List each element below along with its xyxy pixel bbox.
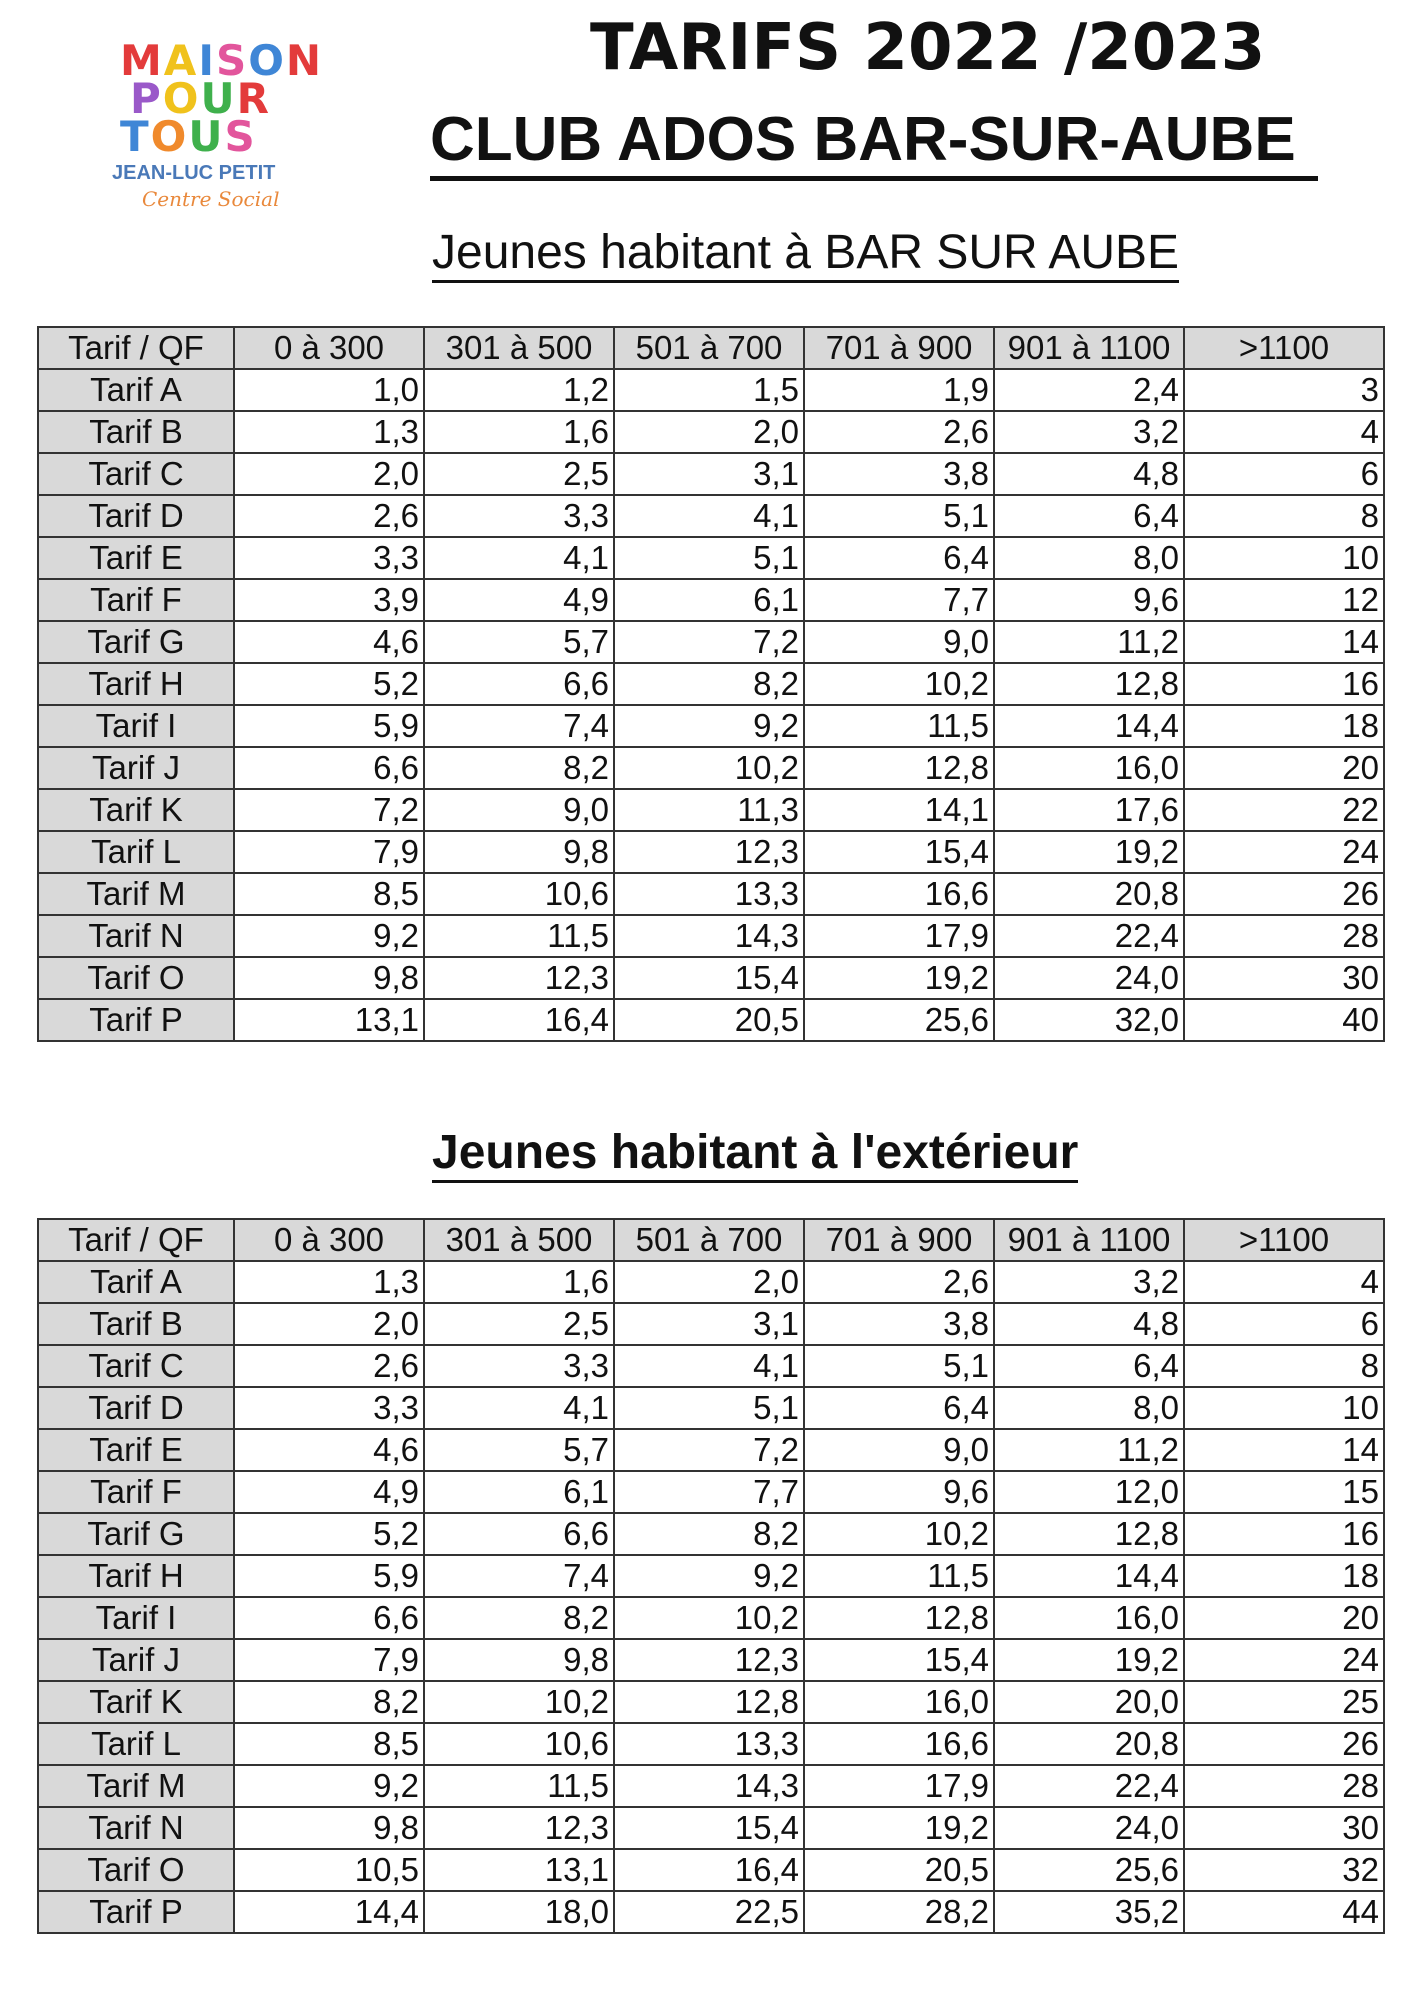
logo-subtitle-centre-social: Centre Social bbox=[142, 187, 280, 211]
tarif-cell: 6,4 bbox=[994, 1345, 1184, 1387]
table-row bbox=[38, 747, 1384, 789]
tarif-cell: 6,1 bbox=[614, 579, 804, 621]
tarif-cell: 4 bbox=[1184, 411, 1384, 453]
table-row bbox=[38, 1345, 1384, 1387]
tarif-cell: 5,1 bbox=[614, 1387, 804, 1429]
tarif-cell: 32 bbox=[1184, 1849, 1384, 1891]
table-row bbox=[38, 1261, 1384, 1303]
logo-subtitle: JEAN-LUC PETIT bbox=[112, 162, 276, 184]
row-label: Tarif A bbox=[38, 1261, 234, 1303]
row-label: Tarif J bbox=[38, 1639, 234, 1681]
tarif-cell: 28 bbox=[1184, 1765, 1384, 1807]
tarif-cell: 2,5 bbox=[424, 1303, 614, 1345]
row-label: Tarif H bbox=[38, 663, 234, 705]
tarif-cell: 10 bbox=[1184, 1387, 1384, 1429]
tarif-cell: 9,2 bbox=[614, 1555, 804, 1597]
column-header: 0 à 300 bbox=[234, 327, 424, 369]
table-row bbox=[38, 1639, 1384, 1681]
tarif-cell: 19,2 bbox=[804, 1807, 994, 1849]
tarif-cell: 10,2 bbox=[804, 1513, 994, 1555]
table-row bbox=[38, 831, 1384, 873]
table-row bbox=[38, 1513, 1384, 1555]
column-header: 301 à 500 bbox=[424, 327, 614, 369]
column-header: 301 à 500 bbox=[424, 1219, 614, 1261]
tarif-cell: 32,0 bbox=[994, 999, 1184, 1041]
tarif-cell: 26 bbox=[1184, 1723, 1384, 1765]
table-row bbox=[38, 1429, 1384, 1471]
tarif-cell: 9,6 bbox=[994, 579, 1184, 621]
tarif-cell: 12 bbox=[1184, 579, 1384, 621]
tarif-cell: 14,3 bbox=[614, 915, 804, 957]
tarif-cell: 7,2 bbox=[614, 621, 804, 663]
tarif-cell: 14 bbox=[1184, 1429, 1384, 1471]
tarif-cell: 25 bbox=[1184, 1681, 1384, 1723]
column-header: 901 à 1100 bbox=[994, 327, 1184, 369]
table-row bbox=[38, 1723, 1384, 1765]
logo-word-tous bbox=[120, 112, 322, 161]
table-row bbox=[38, 1807, 1384, 1849]
tarif-cell: 1,6 bbox=[424, 411, 614, 453]
tarif-cell: 25,6 bbox=[994, 1849, 1184, 1891]
tarif-cell: 11,2 bbox=[994, 1429, 1184, 1471]
tarif-cell: 4,1 bbox=[614, 1345, 804, 1387]
tarif-cell: 20,0 bbox=[994, 1681, 1184, 1723]
column-header: 901 à 1100 bbox=[994, 1219, 1184, 1261]
tarif-cell: 6 bbox=[1184, 453, 1384, 495]
tarif-cell: 7,4 bbox=[424, 1555, 614, 1597]
tarif-cell: 9,2 bbox=[234, 915, 424, 957]
logo-letter: N bbox=[285, 36, 324, 85]
tarif-cell: 20 bbox=[1184, 747, 1384, 789]
table-row bbox=[38, 1555, 1384, 1597]
tarif-cell: 11,5 bbox=[804, 1555, 994, 1597]
tarif-cell: 2,0 bbox=[234, 453, 424, 495]
tarif-cell: 5,2 bbox=[234, 663, 424, 705]
logo-letter: U bbox=[200, 74, 237, 123]
tarif-cell: 12,3 bbox=[614, 831, 804, 873]
tarif-cell: 20,8 bbox=[994, 1723, 1184, 1765]
tarif-cell: 9,8 bbox=[424, 1639, 614, 1681]
tarif-cell: 4,1 bbox=[424, 537, 614, 579]
tarif-cell: 4,8 bbox=[994, 1303, 1184, 1345]
tarif-cell: 14,4 bbox=[994, 705, 1184, 747]
tarif-cell: 13,1 bbox=[234, 999, 424, 1041]
club-title: CLUB ADOS BAR-SUR-AUBE bbox=[430, 104, 1318, 181]
table-header-row bbox=[38, 327, 1384, 369]
column-header: >1100 bbox=[1184, 327, 1384, 369]
tarif-cell: 25,6 bbox=[804, 999, 994, 1041]
tarif-cell: 9,0 bbox=[424, 789, 614, 831]
table-row bbox=[38, 663, 1384, 705]
tarif-cell: 2,6 bbox=[234, 1345, 424, 1387]
tarif-table-exterieur bbox=[37, 1218, 1385, 1934]
tarif-cell: 10,5 bbox=[234, 1849, 424, 1891]
table-row bbox=[38, 957, 1384, 999]
logo-letter: M bbox=[120, 36, 164, 85]
row-label: Tarif K bbox=[38, 789, 234, 831]
tarif-cell: 1,2 bbox=[424, 369, 614, 411]
table-row bbox=[38, 873, 1384, 915]
tarif-cell: 18 bbox=[1184, 1555, 1384, 1597]
tarif-cell: 22,5 bbox=[614, 1891, 804, 1933]
table-row bbox=[38, 1303, 1384, 1345]
row-label: Tarif J bbox=[38, 747, 234, 789]
row-label: Tarif A bbox=[38, 369, 234, 411]
column-header: 701 à 900 bbox=[804, 327, 994, 369]
row-label: Tarif I bbox=[38, 1597, 234, 1639]
tarif-cell: 3 bbox=[1184, 369, 1384, 411]
tarif-cell: 15,4 bbox=[804, 1639, 994, 1681]
tarif-cell: 11,2 bbox=[994, 621, 1184, 663]
tarif-cell: 8,2 bbox=[614, 1513, 804, 1555]
tarif-cell: 8,2 bbox=[424, 1597, 614, 1639]
row-label: Tarif F bbox=[38, 1471, 234, 1513]
table-row bbox=[38, 495, 1384, 537]
table-row bbox=[38, 1849, 1384, 1891]
tarif-cell: 44 bbox=[1184, 1891, 1384, 1933]
tarif-cell: 9,2 bbox=[614, 705, 804, 747]
tarif-cell: 4 bbox=[1184, 1261, 1384, 1303]
tarif-cell: 3,1 bbox=[614, 453, 804, 495]
row-label: Tarif I bbox=[38, 705, 234, 747]
tarif-cell: 9,8 bbox=[234, 1807, 424, 1849]
tarif-cell: 22 bbox=[1184, 789, 1384, 831]
logo-letter: I bbox=[198, 36, 216, 85]
tarif-cell: 14,4 bbox=[234, 1891, 424, 1933]
table-row bbox=[38, 1597, 1384, 1639]
tarif-cell: 18 bbox=[1184, 705, 1384, 747]
tarif-cell: 6,4 bbox=[994, 495, 1184, 537]
column-header: 0 à 300 bbox=[234, 1219, 424, 1261]
tarif-cell: 3,2 bbox=[994, 1261, 1184, 1303]
row-label: Tarif E bbox=[38, 537, 234, 579]
logo-letter: U bbox=[188, 112, 225, 161]
column-header: >1100 bbox=[1184, 1219, 1384, 1261]
row-label: Tarif G bbox=[38, 621, 234, 663]
table-row bbox=[38, 1681, 1384, 1723]
tarif-cell: 10,2 bbox=[424, 1681, 614, 1723]
logo-letter: S bbox=[215, 36, 249, 85]
tarif-cell: 1,5 bbox=[614, 369, 804, 411]
row-label: Tarif D bbox=[38, 495, 234, 537]
row-label: Tarif E bbox=[38, 1429, 234, 1471]
row-label: Tarif O bbox=[38, 1849, 234, 1891]
tarif-cell: 22,4 bbox=[994, 915, 1184, 957]
table-row bbox=[38, 369, 1384, 411]
tarif-cell: 17,6 bbox=[994, 789, 1184, 831]
logo-letter: O bbox=[150, 112, 189, 161]
column-header: 501 à 700 bbox=[614, 1219, 804, 1261]
tarif-cell: 6,6 bbox=[424, 663, 614, 705]
tarif-cell: 4,1 bbox=[424, 1387, 614, 1429]
tarif-cell: 4,9 bbox=[424, 579, 614, 621]
logo-letter: O bbox=[162, 74, 201, 123]
logo-letter: P bbox=[130, 74, 163, 123]
table-row bbox=[38, 579, 1384, 621]
tarif-cell: 14,3 bbox=[614, 1765, 804, 1807]
row-label: Tarif B bbox=[38, 1303, 234, 1345]
tarif-cell: 10 bbox=[1184, 537, 1384, 579]
tarif-cell: 18,0 bbox=[424, 1891, 614, 1933]
tarif-cell: 5,7 bbox=[424, 1429, 614, 1471]
tarif-cell: 10,6 bbox=[424, 873, 614, 915]
tarif-cell: 2,0 bbox=[614, 411, 804, 453]
tarif-cell: 15 bbox=[1184, 1471, 1384, 1513]
tarif-cell: 3,3 bbox=[234, 1387, 424, 1429]
tarif-cell: 16,6 bbox=[804, 1723, 994, 1765]
tarif-cell: 13,3 bbox=[614, 1723, 804, 1765]
tarif-cell: 16,0 bbox=[994, 1597, 1184, 1639]
tarif-cell: 8,5 bbox=[234, 1723, 424, 1765]
tarif-cell: 16,4 bbox=[424, 999, 614, 1041]
column-header: Tarif / QF bbox=[38, 1219, 234, 1261]
row-label: Tarif F bbox=[38, 579, 234, 621]
table-row bbox=[38, 705, 1384, 747]
tarif-cell: 11,5 bbox=[424, 915, 614, 957]
logo-letter: S bbox=[224, 112, 257, 161]
tarif-cell: 16,0 bbox=[994, 747, 1184, 789]
tarif-cell: 16 bbox=[1184, 1513, 1384, 1555]
tarif-cell: 3,1 bbox=[614, 1303, 804, 1345]
logo-letter: R bbox=[236, 74, 271, 123]
tarif-cell: 7,9 bbox=[234, 1639, 424, 1681]
tarif-cell: 2,0 bbox=[614, 1261, 804, 1303]
tarif-cell: 1,3 bbox=[234, 411, 424, 453]
tarif-cell: 30 bbox=[1184, 1807, 1384, 1849]
tarif-cell: 15,4 bbox=[614, 957, 804, 999]
tarif-cell: 1,9 bbox=[804, 369, 994, 411]
row-label: Tarif C bbox=[38, 1345, 234, 1387]
tarif-cell: 3,9 bbox=[234, 579, 424, 621]
tarif-cell: 35,2 bbox=[994, 1891, 1184, 1933]
tarif-cell: 13,3 bbox=[614, 873, 804, 915]
tarif-cell: 5,1 bbox=[804, 1345, 994, 1387]
tarif-cell: 12,8 bbox=[804, 1597, 994, 1639]
tarif-cell: 4,9 bbox=[234, 1471, 424, 1513]
table-row bbox=[38, 1387, 1384, 1429]
table-row bbox=[38, 915, 1384, 957]
tarif-cell: 10,2 bbox=[804, 663, 994, 705]
tarif-cell: 2,0 bbox=[234, 1303, 424, 1345]
tarif-cell: 10,6 bbox=[424, 1723, 614, 1765]
tarif-cell: 28,2 bbox=[804, 1891, 994, 1933]
tarif-cell: 12,3 bbox=[424, 1807, 614, 1849]
logo-letter: A bbox=[163, 36, 199, 85]
tarif-cell: 19,2 bbox=[994, 831, 1184, 873]
row-label: Tarif B bbox=[38, 411, 234, 453]
column-header: 501 à 700 bbox=[614, 327, 804, 369]
tarif-cell: 3,3 bbox=[424, 1345, 614, 1387]
tarif-cell: 7,2 bbox=[614, 1429, 804, 1471]
column-header: 701 à 900 bbox=[804, 1219, 994, 1261]
tarif-cell: 9,6 bbox=[804, 1471, 994, 1513]
logo-letter: O bbox=[248, 36, 286, 85]
tarif-cell: 17,9 bbox=[804, 1765, 994, 1807]
tarif-cell: 3,2 bbox=[994, 411, 1184, 453]
tarif-cell: 9,0 bbox=[804, 621, 994, 663]
tarif-cell: 30 bbox=[1184, 957, 1384, 999]
tarif-cell: 6 bbox=[1184, 1303, 1384, 1345]
row-label: Tarif G bbox=[38, 1513, 234, 1555]
tarif-cell: 8,5 bbox=[234, 873, 424, 915]
tarif-cell: 20,5 bbox=[614, 999, 804, 1041]
tarif-cell: 9,0 bbox=[804, 1429, 994, 1471]
tarif-cell: 6,4 bbox=[804, 537, 994, 579]
table-row bbox=[38, 999, 1384, 1041]
tarif-cell: 19,2 bbox=[804, 957, 994, 999]
tarif-cell: 12,0 bbox=[994, 1471, 1184, 1513]
tarif-cell: 16,0 bbox=[804, 1681, 994, 1723]
tarif-cell: 2,4 bbox=[994, 369, 1184, 411]
logo-maison-pour-tous bbox=[112, 36, 324, 230]
logo-letter: T bbox=[120, 112, 151, 161]
tarif-cell: 8,2 bbox=[234, 1681, 424, 1723]
tarif-cell: 15,4 bbox=[614, 1807, 804, 1849]
table-header-row bbox=[38, 1219, 1384, 1261]
tarif-cell: 4,6 bbox=[234, 1429, 424, 1471]
tarif-cell: 9,2 bbox=[234, 1765, 424, 1807]
tarif-cell: 14,4 bbox=[994, 1555, 1184, 1597]
tarif-cell: 4,8 bbox=[994, 453, 1184, 495]
table-row bbox=[38, 1765, 1384, 1807]
tarif-cell: 16 bbox=[1184, 663, 1384, 705]
row-label: Tarif O bbox=[38, 957, 234, 999]
column-header: Tarif / QF bbox=[38, 327, 234, 369]
tarif-cell: 8,2 bbox=[424, 747, 614, 789]
tarif-cell: 2,5 bbox=[424, 453, 614, 495]
tarif-cell: 5,1 bbox=[804, 495, 994, 537]
row-label: Tarif C bbox=[38, 453, 234, 495]
tarif-cell: 11,5 bbox=[804, 705, 994, 747]
tarif-cell: 2,6 bbox=[804, 411, 994, 453]
section-heading-exterieur: Jeunes habitant à l'extérieur bbox=[432, 1126, 1078, 1183]
tarif-cell: 20,8 bbox=[994, 873, 1184, 915]
table-row bbox=[38, 621, 1384, 663]
tarif-cell: 8,0 bbox=[994, 1387, 1184, 1429]
tarif-cell: 7,4 bbox=[424, 705, 614, 747]
tarif-cell: 12,8 bbox=[994, 663, 1184, 705]
tarif-cell: 7,9 bbox=[234, 831, 424, 873]
tarif-cell: 7,2 bbox=[234, 789, 424, 831]
tarif-cell: 4,1 bbox=[614, 495, 804, 537]
tarif-cell: 3,3 bbox=[424, 495, 614, 537]
tarif-cell: 40 bbox=[1184, 999, 1384, 1041]
tarif-cell: 1,0 bbox=[234, 369, 424, 411]
tarif-cell: 5,1 bbox=[614, 537, 804, 579]
tarif-cell: 4,6 bbox=[234, 621, 424, 663]
tarif-cell: 7,7 bbox=[614, 1471, 804, 1513]
tarif-cell: 7,7 bbox=[804, 579, 994, 621]
tarif-cell: 28 bbox=[1184, 915, 1384, 957]
page-title: TARIFS 2022 /2023 bbox=[590, 11, 1266, 85]
tarif-cell: 8,2 bbox=[614, 663, 804, 705]
row-label: Tarif H bbox=[38, 1555, 234, 1597]
section-heading-bar-sur-aube: Jeunes habitant à BAR SUR AUBE bbox=[432, 226, 1179, 283]
row-label: Tarif P bbox=[38, 1891, 234, 1933]
tarif-cell: 8 bbox=[1184, 1345, 1384, 1387]
row-label: Tarif M bbox=[38, 873, 234, 915]
tarif-cell: 3,3 bbox=[234, 537, 424, 579]
tarif-cell: 10,2 bbox=[614, 747, 804, 789]
tarif-cell: 24,0 bbox=[994, 1807, 1184, 1849]
table-row bbox=[38, 411, 1384, 453]
tarif-cell: 2,6 bbox=[804, 1261, 994, 1303]
table-row bbox=[38, 537, 1384, 579]
tarif-cell: 5,2 bbox=[234, 1513, 424, 1555]
row-label: Tarif M bbox=[38, 1765, 234, 1807]
table-row bbox=[38, 789, 1384, 831]
tarif-cell: 8,0 bbox=[994, 537, 1184, 579]
tarif-cell: 16,4 bbox=[614, 1849, 804, 1891]
tarif-table-bar-sur-aube bbox=[37, 326, 1385, 1042]
tarif-cell: 5,7 bbox=[424, 621, 614, 663]
tarif-cell: 9,8 bbox=[424, 831, 614, 873]
tarif-cell: 12,8 bbox=[614, 1681, 804, 1723]
tarif-cell: 6,6 bbox=[234, 747, 424, 789]
tarif-cell: 24 bbox=[1184, 831, 1384, 873]
tarif-cell: 11,5 bbox=[424, 1765, 614, 1807]
tarif-cell: 17,9 bbox=[804, 915, 994, 957]
tarif-cell: 5,9 bbox=[234, 705, 424, 747]
tarif-cell: 19,2 bbox=[994, 1639, 1184, 1681]
row-label: Tarif N bbox=[38, 1807, 234, 1849]
tarif-cell: 14 bbox=[1184, 621, 1384, 663]
tarif-cell: 16,6 bbox=[804, 873, 994, 915]
tarif-cell: 2,6 bbox=[234, 495, 424, 537]
table-row bbox=[38, 1891, 1384, 1933]
row-label: Tarif D bbox=[38, 1387, 234, 1429]
tarif-cell: 1,3 bbox=[234, 1261, 424, 1303]
tarif-cell: 12,3 bbox=[614, 1639, 804, 1681]
tarif-cell: 26 bbox=[1184, 873, 1384, 915]
table-row bbox=[38, 1471, 1384, 1513]
tarif-cell: 20,5 bbox=[804, 1849, 994, 1891]
tarif-cell: 6,6 bbox=[424, 1513, 614, 1555]
row-label: Tarif K bbox=[38, 1681, 234, 1723]
row-label: Tarif L bbox=[38, 1723, 234, 1765]
row-label: Tarif N bbox=[38, 915, 234, 957]
tarif-cell: 24 bbox=[1184, 1639, 1384, 1681]
tarif-cell: 15,4 bbox=[804, 831, 994, 873]
tarif-cell: 8 bbox=[1184, 495, 1384, 537]
tarif-cell: 3,8 bbox=[804, 1303, 994, 1345]
row-label: Tarif L bbox=[38, 831, 234, 873]
tarif-cell: 12,8 bbox=[804, 747, 994, 789]
tarif-cell: 3,8 bbox=[804, 453, 994, 495]
row-label: Tarif P bbox=[38, 999, 234, 1041]
tarif-cell: 10,2 bbox=[614, 1597, 804, 1639]
tarif-cell: 11,3 bbox=[614, 789, 804, 831]
tarif-cell: 6,4 bbox=[804, 1387, 994, 1429]
tarif-cell: 6,6 bbox=[234, 1597, 424, 1639]
tarif-cell: 9,8 bbox=[234, 957, 424, 999]
tarif-cell: 24,0 bbox=[994, 957, 1184, 999]
tarif-cell: 5,9 bbox=[234, 1555, 424, 1597]
tarif-cell: 6,1 bbox=[424, 1471, 614, 1513]
tarif-cell: 1,6 bbox=[424, 1261, 614, 1303]
tarif-cell: 12,8 bbox=[994, 1513, 1184, 1555]
tarif-cell: 22,4 bbox=[994, 1765, 1184, 1807]
table-row bbox=[38, 453, 1384, 495]
tarif-cell: 13,1 bbox=[424, 1849, 614, 1891]
tarif-cell: 20 bbox=[1184, 1597, 1384, 1639]
tarif-cell: 12,3 bbox=[424, 957, 614, 999]
tarif-cell: 14,1 bbox=[804, 789, 994, 831]
